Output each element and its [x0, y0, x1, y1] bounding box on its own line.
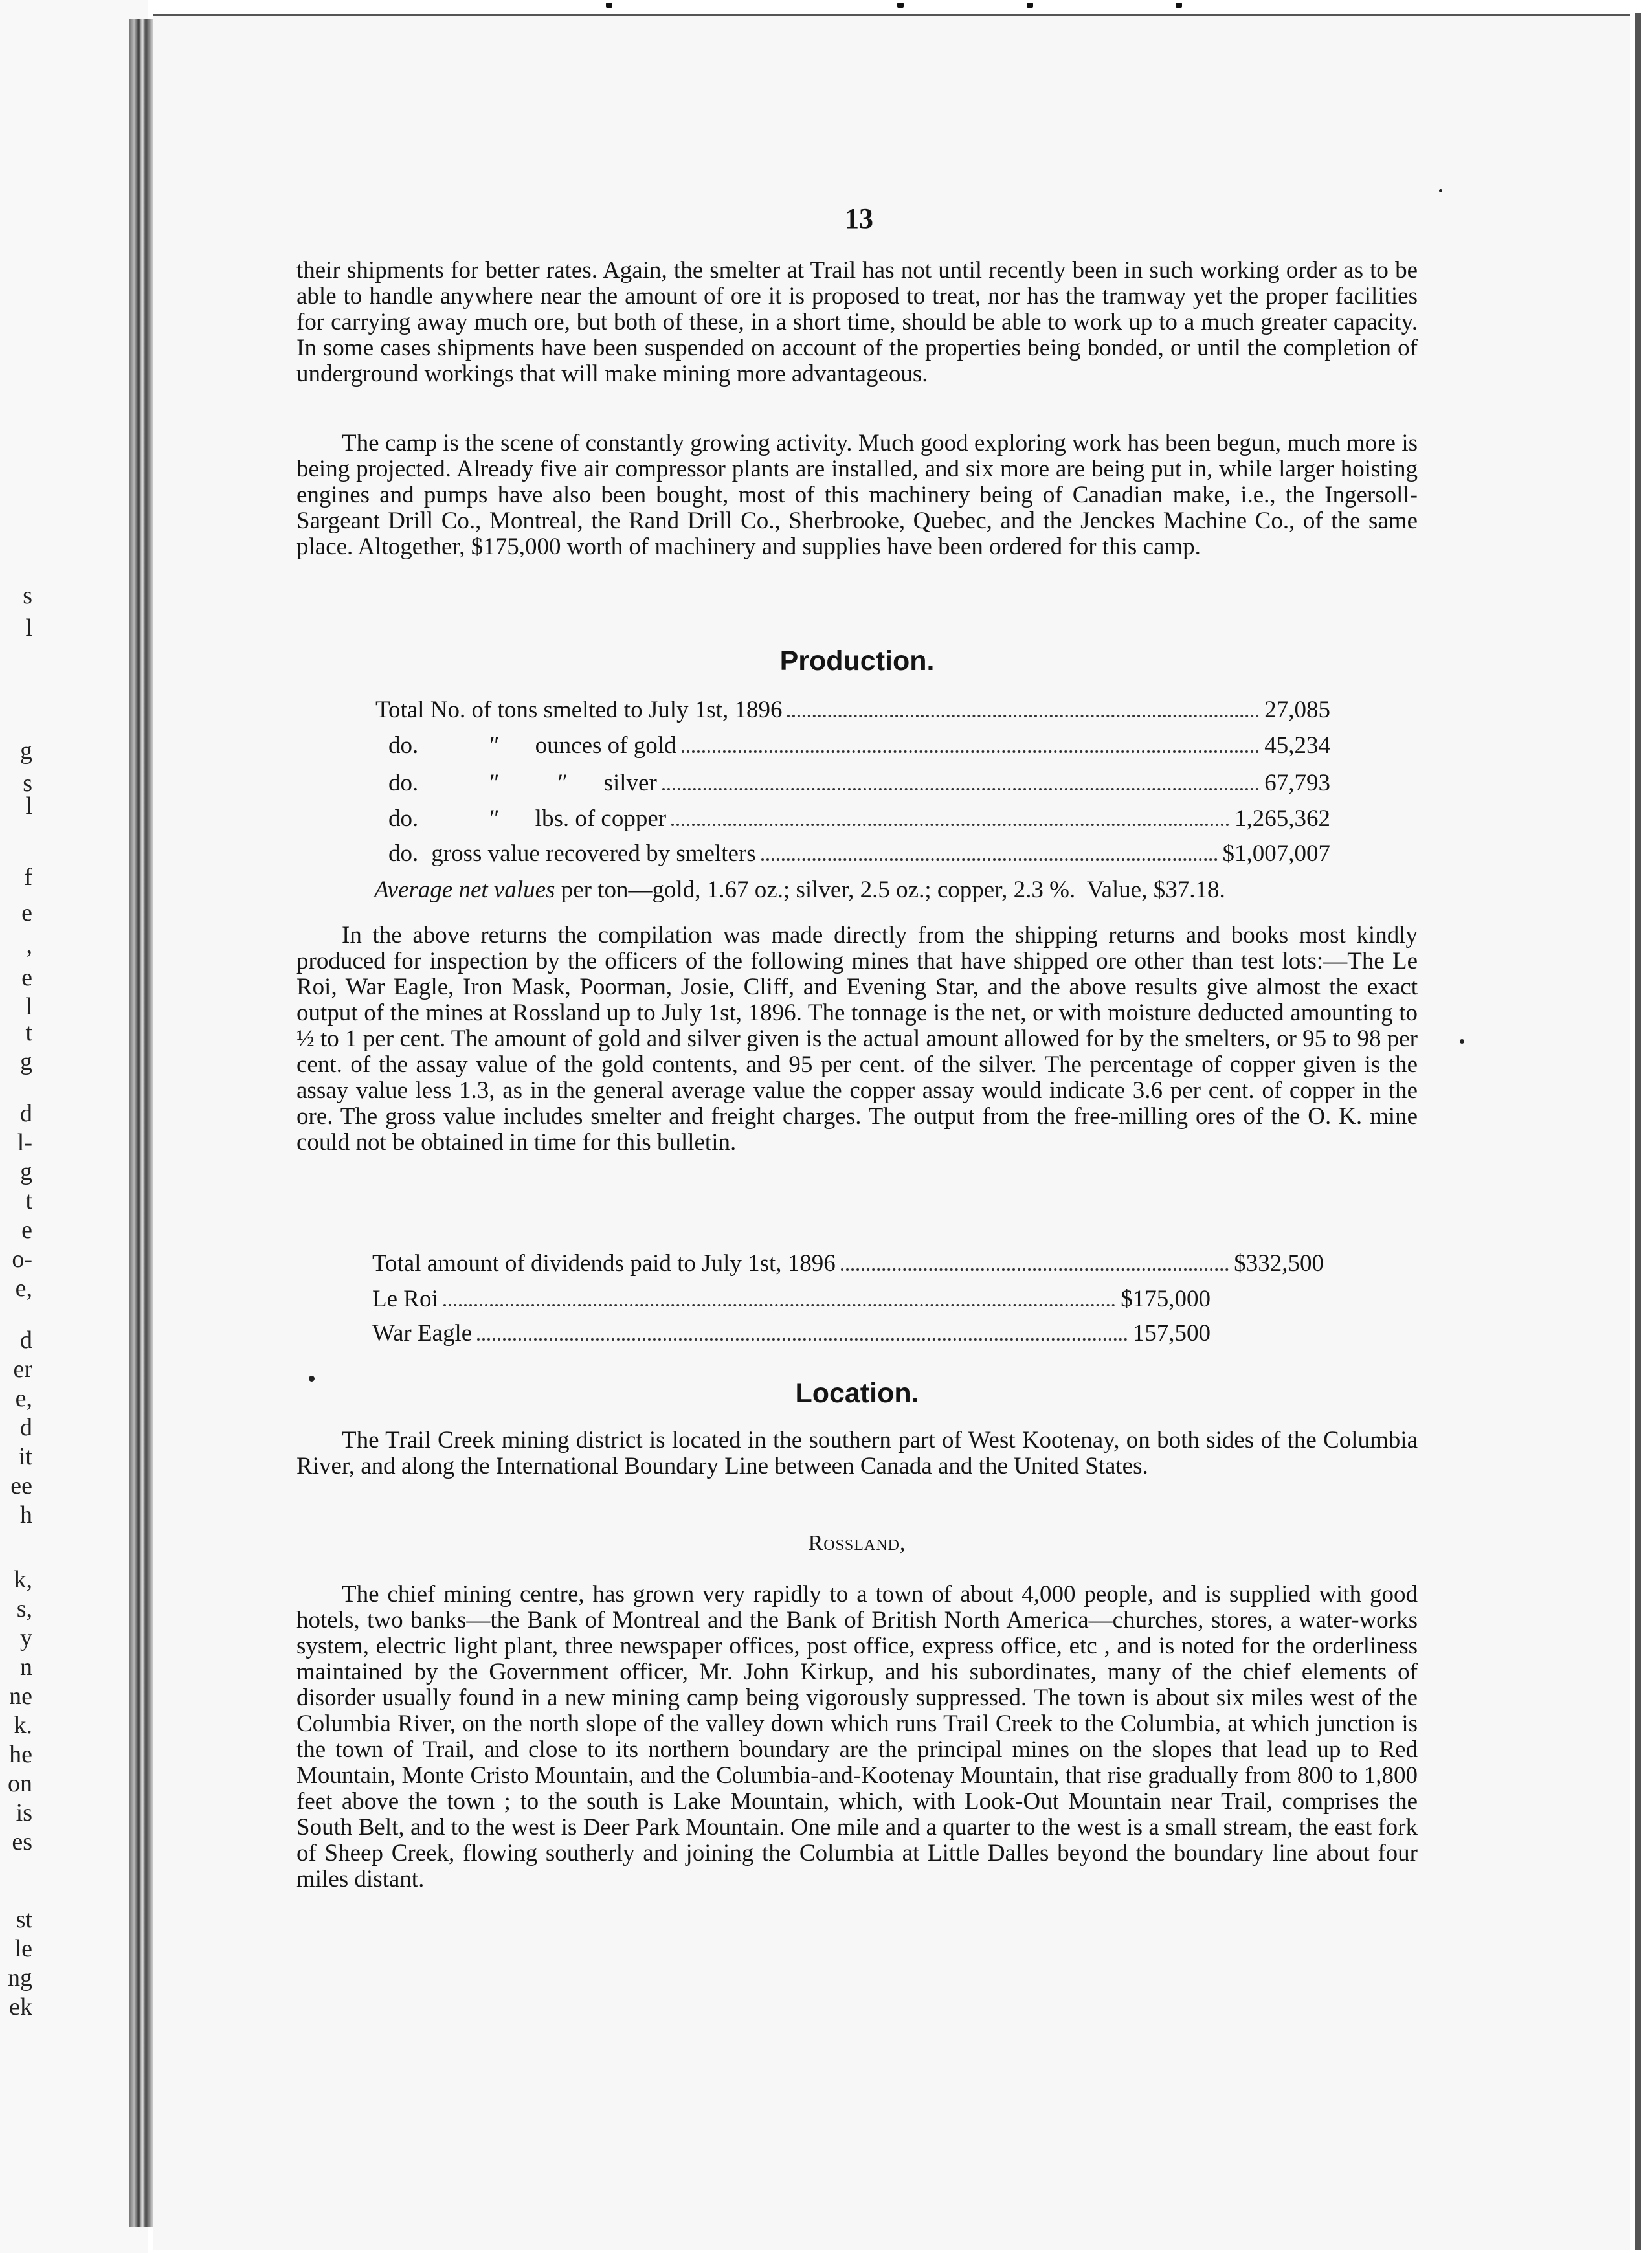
page-number: 13 [845, 203, 873, 234]
row-label: Le Roi [372, 1286, 438, 1312]
ditto-mark: ″ [489, 770, 500, 796]
prev-page-fragment: d [20, 1415, 32, 1440]
row-label: do. [388, 840, 419, 867]
dot-leader [477, 1329, 1128, 1341]
paragraph-location: The Trail Creek mining district is located in the southern part of West Kootenay, on both sides of the Columbia River, and along the International Boundary Line between Canada and the United States. [296, 1427, 1418, 1479]
average-text: per ton—gold, 1.67 oz.; silver, 2.5 oz.; copper, 2.3 %. Value, $37.18. [555, 877, 1225, 903]
dot-leader [761, 849, 1218, 861]
prev-page-fragment: h [20, 1502, 32, 1528]
location-heading: Location. [795, 1378, 919, 1409]
prev-page-fragment: t [25, 1188, 32, 1214]
average-label: Average net values [374, 877, 555, 903]
dot-leader [443, 1295, 1116, 1306]
ditto-mark: ″ [489, 732, 500, 759]
prev-page-fragment: e, [15, 1275, 32, 1301]
average-net-values [374, 876, 1225, 904]
dot-leader [671, 814, 1229, 826]
prev-page-fragment: n [20, 1654, 32, 1680]
dividends-row-war-eagle [372, 1319, 1211, 1353]
ink-speck [309, 1376, 315, 1382]
prev-page-fragment: y [20, 1625, 32, 1651]
prev-page-fragment: g [20, 738, 32, 764]
dot-leader [841, 1259, 1229, 1271]
prev-page-fragment: s [23, 583, 32, 609]
production-row-gross-value [388, 840, 1330, 873]
prev-page-fragment: l [25, 793, 32, 819]
prev-page-fragment: s [23, 770, 32, 796]
prev-page-fragment: e, [15, 1385, 32, 1411]
dot-leader [662, 779, 1259, 790]
row-label: do. [388, 805, 419, 832]
row-label: do. [388, 732, 419, 759]
row-label: Total No. of tons smelted to July 1st, 1896 [375, 697, 783, 723]
dot-leader [682, 741, 1260, 753]
prev-page-fragment: s, [16, 1596, 32, 1622]
ink-speck [1439, 189, 1442, 192]
prev-page-fragment: o- [12, 1246, 32, 1272]
prev-page-fragment: ee [10, 1473, 32, 1499]
prev-page-fragment: t [25, 1020, 32, 1046]
prev-page-fragment: l- [17, 1130, 32, 1156]
row-value: 157,500 [1132, 1320, 1211, 1347]
row-value: $175,000 [1121, 1286, 1211, 1312]
prev-page-fragment: st [16, 1907, 32, 1933]
prev-page-fragment: ng [8, 1965, 32, 1991]
dividends-row-le-roi [372, 1285, 1211, 1319]
row-value: 27,085 [1264, 697, 1330, 723]
prev-page-fragment: k, [14, 1567, 32, 1593]
rossland-subheading: Rossland, [808, 1531, 906, 1555]
prev-page-fragment: e [21, 965, 32, 991]
prev-page-fragment: f [24, 864, 32, 890]
production-row-gold [388, 732, 1330, 765]
ink-speck [1460, 1039, 1464, 1044]
row-label-detail: ounces of gold [535, 732, 676, 759]
prev-page-fragment: , [26, 932, 32, 958]
top-margin-strip [153, 0, 1642, 14]
row-label: Total amount of dividends paid to July 1st, 1896 [372, 1250, 836, 1277]
prev-page-fragment: e [21, 900, 32, 926]
prev-page-fragment: it [18, 1444, 32, 1470]
prev-page-fragment: g [20, 1049, 32, 1075]
dividends-total-row [372, 1250, 1324, 1283]
previous-page-edge [0, 0, 148, 2253]
prev-page-fragment: es [12, 1829, 32, 1855]
row-label: War Eagle [372, 1320, 473, 1347]
row-value: 1,265,362 [1234, 805, 1330, 832]
row-value: 45,234 [1264, 732, 1330, 759]
page-right-edge [1635, 13, 1641, 2250]
row-value: $332,500 [1234, 1250, 1324, 1277]
production-row-copper [388, 805, 1330, 838]
row-label-detail: ″ silver [557, 770, 657, 796]
prev-page-fragment: e [21, 1217, 32, 1243]
prev-page-fragment: ne [9, 1683, 32, 1709]
row-label: do. [388, 770, 419, 796]
paragraph-rossland: The chief mining centre, has grown very rapidly to a town of about 4,000 people, and is supplied with good hotels, two banks—the Bank of Montreal and the Bank of British North America—churches, stores, a water-works system, electric light plant, three newspaper offices, post office, express office, etc , and is noted for the orderliness maintained by the Government officer, Mr. John Kirkup, and his subordinates, many of the chief elements of disorder usually found in a new mining camp being vigorously suppressed. The town is about six miles west of the Columbia River, on the north slope of the valley down which runs Trail Creek to the Columbia, at which junction is the town of Trail, and close to its northern boundary are the principal mines on the slopes that lead up to Red Mountain, Monte Cristo Mountain, and the Columbia-and-Kootenay Mountain, that rise gradually from 800 to 1,800 feet above the town ; to the south is Lake Mountain, which, with Look-Out Mountain near Trail, comprises the South Belt, and to the west is Deer Park Mountain. One mile and a quarter to the west is a small stream, the east fork of Sheep Creek, flowing southerly and joining the Columbia at Little Dalles beyond the boundary line about four miles distant. [296, 1581, 1418, 1892]
book-binding [129, 19, 153, 2227]
production-row-silver [388, 769, 1330, 803]
paragraph-returns-compilation: In the above returns the compilation was made directly from the shipping returns and books most kindly produced for inspection by the officers of the following mines that have shipped ore other than test lots:—The Le Roi, War Eagle, Iron Mask, Poorman, Josie, Cliff, and Evening Star, and the above results give almost the exact output of the mines at Rossland up to July 1st, 1896. The tonnage is the net, or with moisture deducted amounting to ½ to 1 per cent. The amount of gold and silver given is the actual amount allowed for by the smelters, or 95 to 98 per cent. of the assay value of the gold contents, and 95 per cent. of the silver. The percentage of copper given is the assay value less 1.3, as in the general average value the copper assay would indicate 3.6 per cent. of copper in the ore. The gross value includes smelter and freight charges. The output from the free-milling ores of the O. K. mine could not be obtained in time for this bulletin. [296, 922, 1418, 1156]
prev-page-fragment: ek [9, 1994, 32, 2020]
row-value: 67,793 [1264, 770, 1330, 796]
row-value: $1,007,007 [1222, 840, 1330, 867]
production-heading: Production. [779, 645, 935, 677]
prev-page-fragment: k. [14, 1712, 32, 1738]
row-label-detail: lbs. of copper [535, 805, 667, 832]
production-row-tons [375, 696, 1330, 730]
prev-page-fragment: he [9, 1742, 32, 1767]
prev-page-fragment: l [25, 994, 32, 1020]
row-label-detail: gross value recovered by smelters [431, 840, 756, 867]
prev-page-fragment: g [20, 1159, 32, 1185]
dot-leader [787, 706, 1259, 717]
paragraph-shipments: their shipments for better rates. Again, the smelter at Trail has not until recently been in such working order as to be able to handle anywhere near the amount of ore it is proposed to treat, nor has the tramway yet the proper facilities for carrying away much ore, but both of these, in a short time, should be able to work up to a much greater capacity. In some cases shipments have been suspended on account of the properties being bonded, or until the completion of underground workings that will make mining more advantageous. [296, 257, 1418, 387]
prev-page-fragment: on [8, 1771, 32, 1797]
prev-page-fragment: le [14, 1936, 32, 1962]
prev-page-fragment: l [25, 615, 32, 641]
prev-page-fragment: is [16, 1800, 32, 1826]
prev-page-fragment: d [20, 1101, 32, 1126]
prev-page-fragment: er [13, 1356, 32, 1382]
prev-page-fragment: d [20, 1327, 32, 1353]
paragraph-camp-activity: The camp is the scene of constantly growing activity. Much good exploring work has been begun, much more is being projected. Already five air compressor plants are installed, and six more are being put in, while larger hoisting engines and pumps have also been bought, most of this machinery being of Canadian make, i.e., the Ingersoll-Sargeant Drill Co., Montreal, the Rand Drill Co., Sherbrooke, Quebec, and the Jenckes Machine Co., of the same place. Altogether, $175,000 worth of machinery and supplies have been ordered for this camp. [296, 430, 1418, 560]
ditto-mark: ″ [489, 805, 500, 832]
